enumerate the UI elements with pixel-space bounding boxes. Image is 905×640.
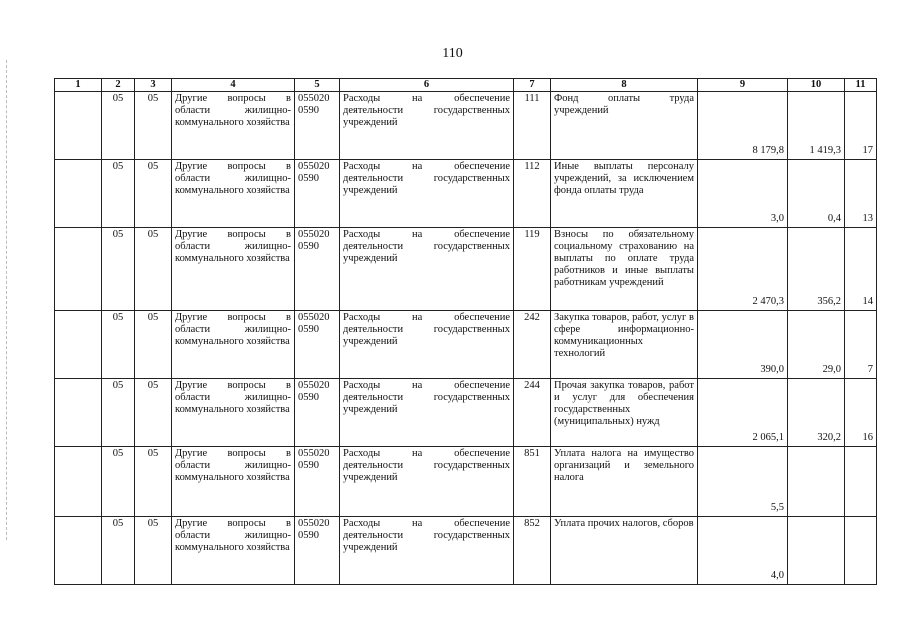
cell-subsection: 05 <box>135 311 172 379</box>
cell-subsection: 05 <box>135 447 172 517</box>
cell-amount-plan: 2 470,3 <box>698 228 788 311</box>
column-header: 5 <box>295 79 340 92</box>
cell-amount-plan: 8 179,8 <box>698 92 788 160</box>
budget-table <box>54 78 877 585</box>
cell-section: 05 <box>102 311 135 379</box>
cell-amount-plan: 390,0 <box>698 311 788 379</box>
cell-amount-plan: 5,5 <box>698 447 788 517</box>
cell-amount-fact <box>788 447 845 517</box>
cell-expense-name: Иные выплаты персоналу учреждений, за исключением фонда оплаты труда <box>551 160 698 228</box>
cell-percent: 16 <box>845 379 877 447</box>
table-row <box>55 92 877 160</box>
header-row <box>55 79 877 92</box>
cell-expense-code: 112 <box>514 160 551 228</box>
cell-expense-code: 119 <box>514 228 551 311</box>
cell-expense-name: Взносы по обязательному социальному страхованию на выплаты по оплате труда работников и иные выплаты работникам учреждений <box>551 228 698 311</box>
cell-subsection: 05 <box>135 379 172 447</box>
cell-subsection-name: Другие вопросы в области жилищно-коммунального хозяйства <box>172 228 295 311</box>
cell-col1 <box>55 379 102 447</box>
column-header: 3 <box>135 79 172 92</box>
cell-expense-name: Фонд оплаты труда учреждений <box>551 92 698 160</box>
cell-target-name: Расходы на обеспечение деятельности государственных учреждений <box>340 379 514 447</box>
cell-subsection: 05 <box>135 228 172 311</box>
cell-target-name: Расходы на обеспечение деятельности государственных учреждений <box>340 517 514 585</box>
table-row <box>55 517 877 585</box>
table-row <box>55 379 877 447</box>
cell-target-code: 055020 0590 <box>295 379 340 447</box>
cell-col1 <box>55 517 102 585</box>
cell-amount-fact: 320,2 <box>788 379 845 447</box>
column-header: 6 <box>340 79 514 92</box>
column-header: 11 <box>845 79 877 92</box>
cell-amount-plan: 2 065,1 <box>698 379 788 447</box>
cell-amount-plan: 3,0 <box>698 160 788 228</box>
column-header: 1 <box>55 79 102 92</box>
cell-col1 <box>55 311 102 379</box>
table-row <box>55 228 877 311</box>
cell-subsection: 05 <box>135 160 172 228</box>
page-number: 110 <box>442 46 463 61</box>
cell-subsection-name: Другие вопросы в области жилищно-коммунального хозяйства <box>172 447 295 517</box>
cell-col1 <box>55 160 102 228</box>
cell-amount-plan: 4,0 <box>698 517 788 585</box>
column-header: 7 <box>514 79 551 92</box>
table-row <box>55 447 877 517</box>
cell-percent: 7 <box>845 311 877 379</box>
page-edge-mark <box>6 60 8 540</box>
cell-expense-code: 242 <box>514 311 551 379</box>
cell-expense-name: Прочая закупка товаров, работ и услуг для обеспечения государственных (муниципальных) нужд <box>551 379 698 447</box>
column-header: 4 <box>172 79 295 92</box>
cell-expense-code: 851 <box>514 447 551 517</box>
cell-section: 05 <box>102 447 135 517</box>
cell-percent <box>845 517 877 585</box>
column-header: 8 <box>551 79 698 92</box>
cell-expense-code: 852 <box>514 517 551 585</box>
table-row <box>55 311 877 379</box>
cell-expense-code: 111 <box>514 92 551 160</box>
cell-amount-fact: 29,0 <box>788 311 845 379</box>
cell-expense-name: Закупка товаров, работ, услуг в сфере информационно-коммуникационных технологий <box>551 311 698 379</box>
cell-target-code: 055020 0590 <box>295 447 340 517</box>
cell-expense-code: 244 <box>514 379 551 447</box>
cell-amount-fact <box>788 517 845 585</box>
cell-expense-name: Уплата прочих налогов, сборов <box>551 517 698 585</box>
cell-target-name: Расходы на обеспечение деятельности государственных учреждений <box>340 92 514 160</box>
cell-section: 05 <box>102 92 135 160</box>
cell-section: 05 <box>102 228 135 311</box>
table-row <box>55 160 877 228</box>
cell-target-code: 055020 0590 <box>295 517 340 585</box>
cell-subsection: 05 <box>135 92 172 160</box>
column-header: 10 <box>788 79 845 92</box>
cell-subsection-name: Другие вопросы в области жилищно-коммунального хозяйства <box>172 92 295 160</box>
cell-expense-name: Уплата налога на имущество организаций и земельного налога <box>551 447 698 517</box>
column-header: 9 <box>698 79 788 92</box>
cell-target-name: Расходы на обеспечение деятельности государственных учреждений <box>340 311 514 379</box>
cell-percent: 14 <box>845 228 877 311</box>
cell-target-code: 055020 0590 <box>295 311 340 379</box>
cell-percent: 17 <box>845 92 877 160</box>
cell-subsection-name: Другие вопросы в области жилищно-коммунального хозяйства <box>172 517 295 585</box>
cell-col1 <box>55 92 102 160</box>
cell-subsection-name: Другие вопросы в области жилищно-коммунального хозяйства <box>172 311 295 379</box>
cell-target-name: Расходы на обеспечение деятельности государственных учреждений <box>340 228 514 311</box>
cell-percent <box>845 447 877 517</box>
column-header: 2 <box>102 79 135 92</box>
cell-col1 <box>55 447 102 517</box>
cell-amount-fact: 1 419,3 <box>788 92 845 160</box>
cell-amount-fact: 356,2 <box>788 228 845 311</box>
cell-section: 05 <box>102 379 135 447</box>
cell-target-code: 055020 0590 <box>295 160 340 228</box>
cell-col1 <box>55 228 102 311</box>
cell-subsection-name: Другие вопросы в области жилищно-коммунального хозяйства <box>172 379 295 447</box>
cell-subsection: 05 <box>135 517 172 585</box>
cell-section: 05 <box>102 160 135 228</box>
cell-percent: 13 <box>845 160 877 228</box>
cell-section: 05 <box>102 517 135 585</box>
cell-subsection-name: Другие вопросы в области жилищно-коммунального хозяйства <box>172 160 295 228</box>
cell-target-name: Расходы на обеспечение деятельности государственных учреждений <box>340 447 514 517</box>
cell-target-code: 055020 0590 <box>295 228 340 311</box>
cell-amount-fact: 0,4 <box>788 160 845 228</box>
cell-target-code: 055020 0590 <box>295 92 340 160</box>
cell-target-name: Расходы на обеспечение деятельности государственных учреждений <box>340 160 514 228</box>
